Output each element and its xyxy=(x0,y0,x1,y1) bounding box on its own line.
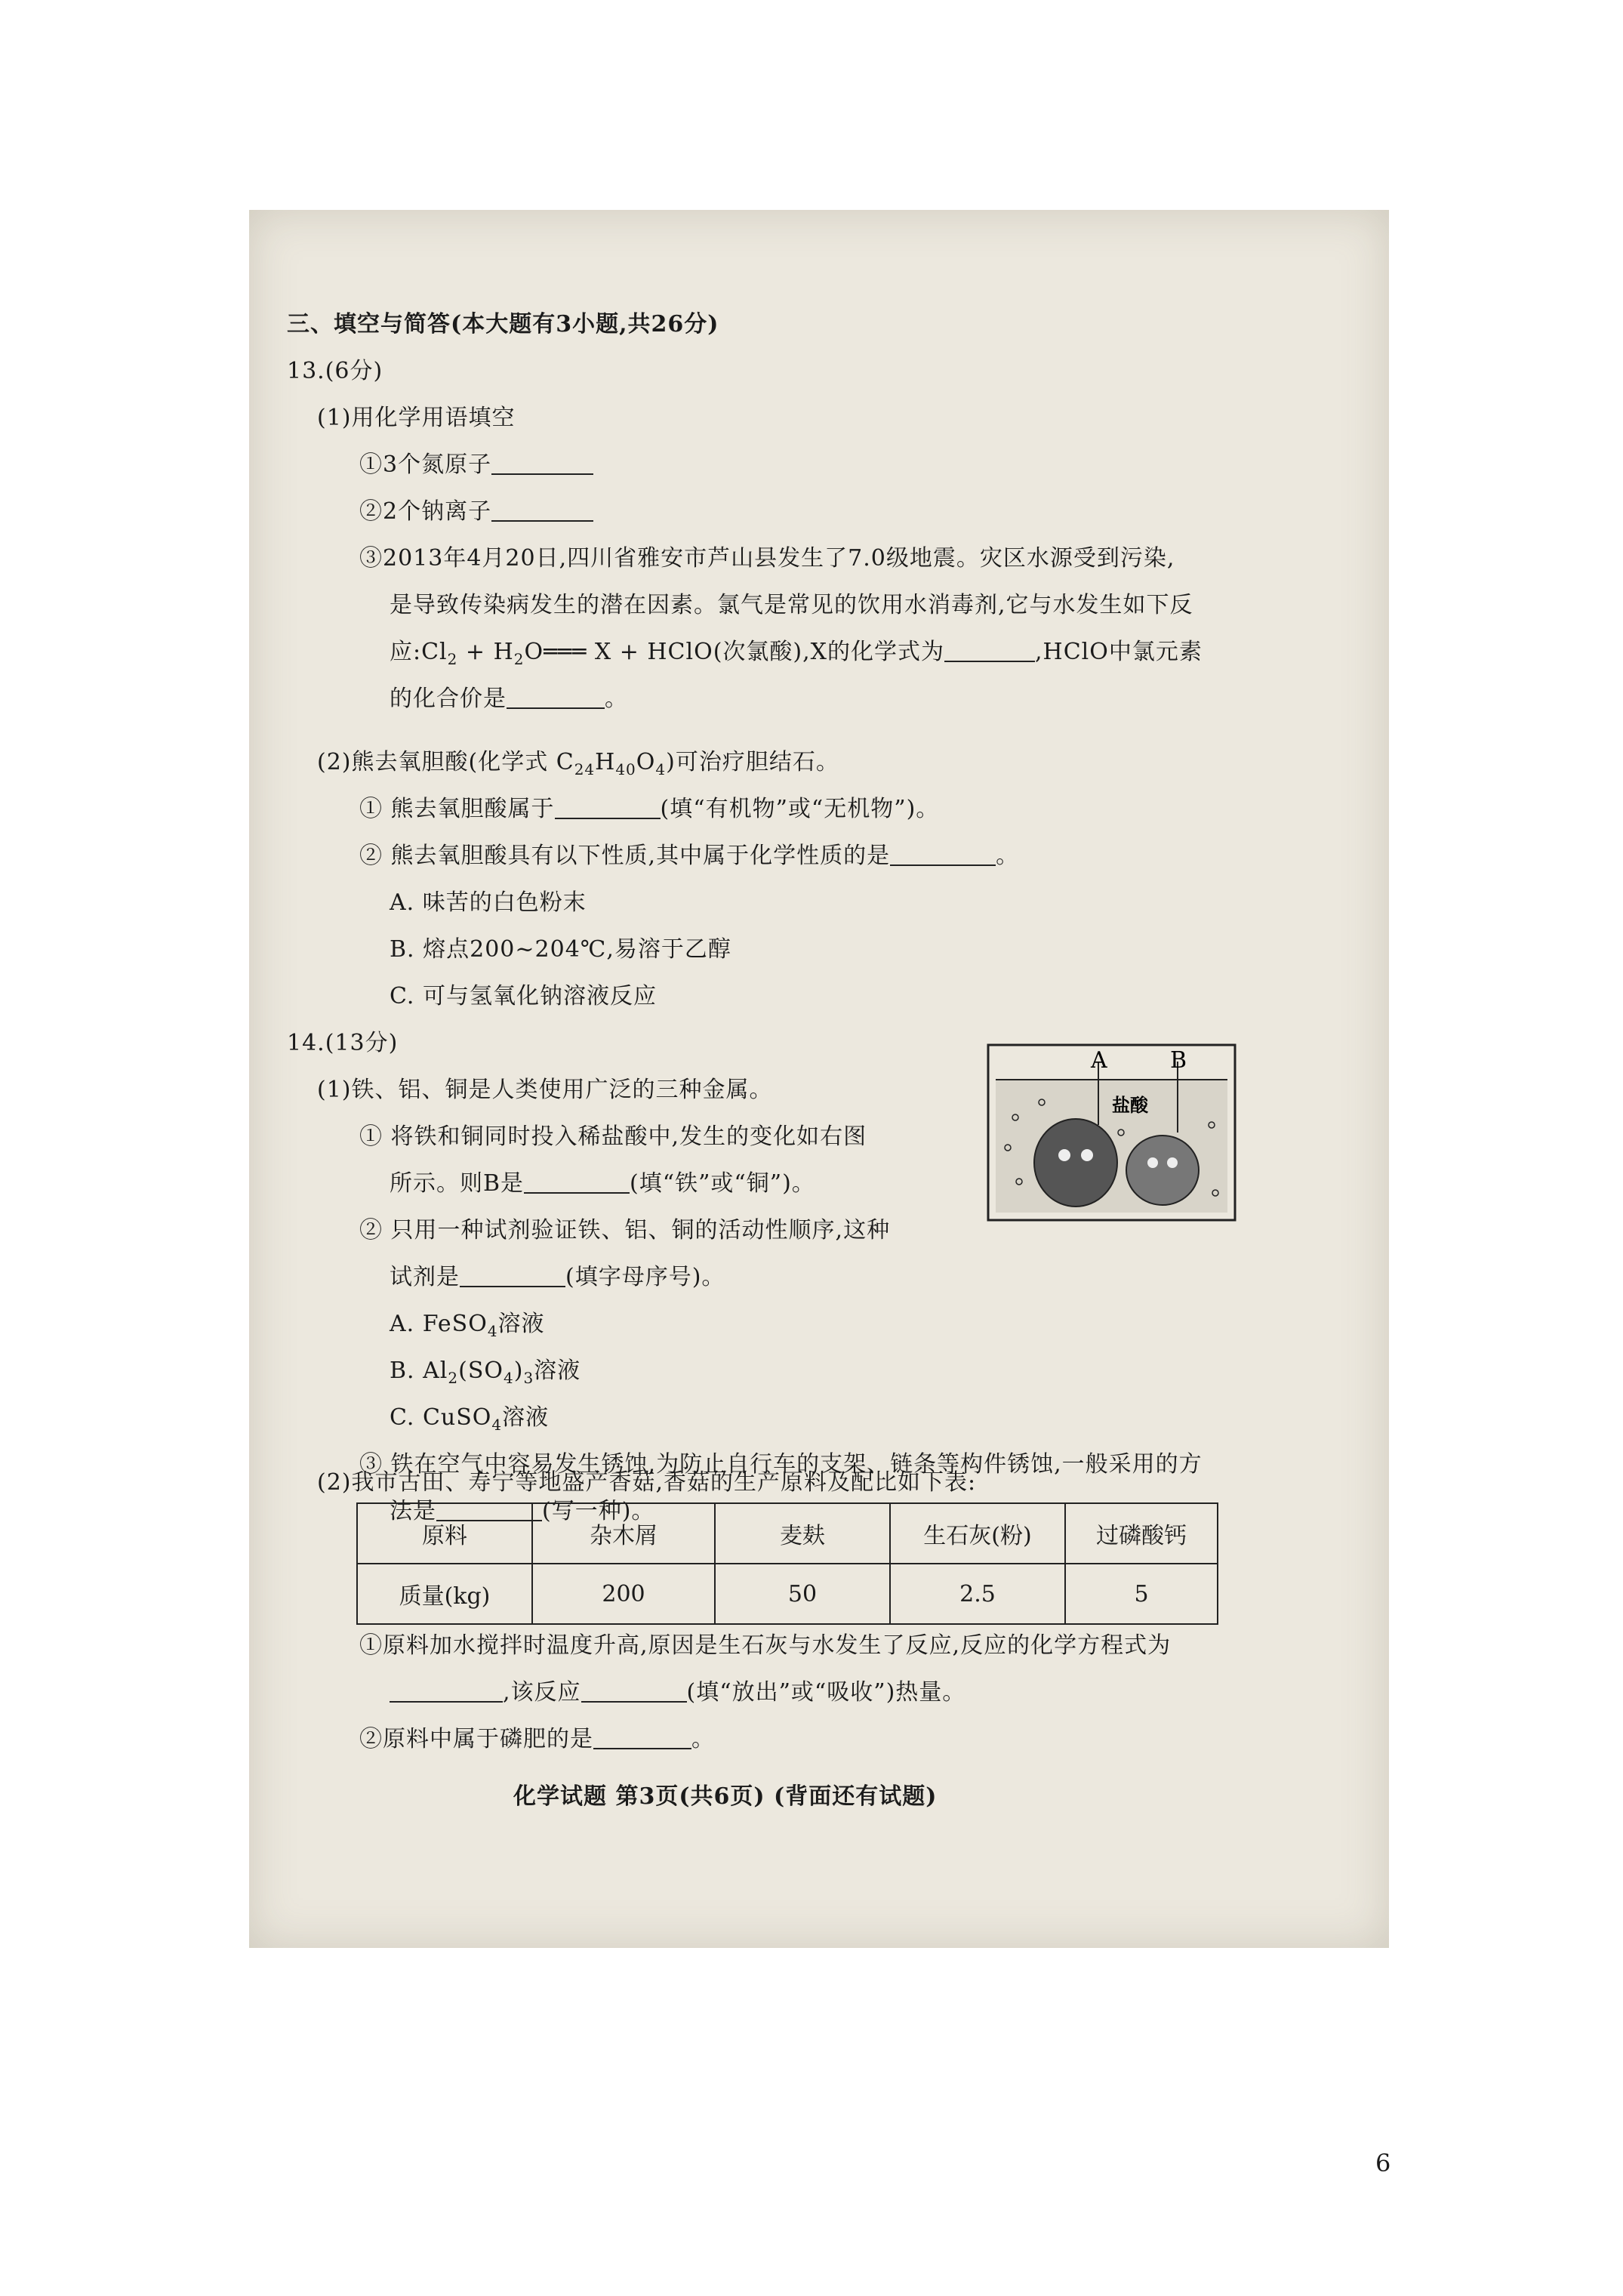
q13-item1-text: ①3个氮原子 xyxy=(359,451,492,478)
text: 试剂是 xyxy=(390,1264,460,1290)
subscript: 40 xyxy=(615,760,636,778)
answer-blank[interactable] xyxy=(555,795,661,819)
text: O xyxy=(636,749,656,775)
eye-icon xyxy=(1081,1149,1093,1161)
table-header-cell: 杂木屑 xyxy=(532,1503,715,1564)
table-cell: 2.5 xyxy=(890,1564,1065,1624)
q13-part2-item1 xyxy=(359,794,939,824)
text: ,HClO中氯元素 xyxy=(1035,639,1203,665)
q13-item3-line4 xyxy=(390,684,628,714)
text: (填“有机物”或“无机物”)。 xyxy=(660,796,940,822)
table-cell: 50 xyxy=(715,1564,890,1624)
text: )可治疗胆结石。 xyxy=(666,749,839,775)
q14-part2-q1-line2 xyxy=(390,1678,965,1708)
text: 。 xyxy=(996,843,1020,869)
q14-item2-line1: ② 只用一种试剂验证铁、铝、铜的活动性顺序,这种 xyxy=(359,1217,891,1244)
table-cell: 200 xyxy=(532,1564,715,1624)
materials-table xyxy=(356,1502,1218,1625)
text: A. FeSO xyxy=(390,1311,488,1337)
page-number: 6 xyxy=(1375,2149,1391,2177)
answer-blank[interactable] xyxy=(581,1678,687,1703)
table-header-cell: 麦麸 xyxy=(715,1503,890,1564)
q13-item1 xyxy=(359,450,593,480)
text: ,该反应 xyxy=(503,1679,581,1706)
answer-blank[interactable] xyxy=(390,1678,503,1703)
text: 溶液 xyxy=(497,1311,545,1337)
text: ② 熊去氧胆酸具有以下性质,其中属于化学性质的是 xyxy=(359,843,891,869)
text: (写一种)。 xyxy=(542,1498,655,1524)
answer-blank[interactable] xyxy=(491,451,593,475)
text: O═══ X + HClO(次氯酸),X的化学式为 xyxy=(524,639,944,665)
beaker-figure xyxy=(985,1042,1238,1223)
table-cell: 5 xyxy=(1065,1564,1218,1624)
answer-blank[interactable] xyxy=(944,638,1035,662)
table-cell: 质量(kg) xyxy=(357,1564,532,1624)
label-b: B xyxy=(1170,1047,1187,1074)
subscript: 4 xyxy=(655,760,667,778)
table-row xyxy=(357,1564,1218,1624)
text: (填“放出”或“吸收”)热量。 xyxy=(686,1679,966,1706)
metal-b-character xyxy=(1126,1136,1199,1205)
metal-a-character xyxy=(1034,1119,1117,1207)
answer-blank[interactable] xyxy=(507,685,605,709)
text: C. CuSO xyxy=(390,1404,492,1431)
text: 。 xyxy=(691,1726,715,1752)
q13-item3-line1: ③2013年4月20日,四川省雅安市芦山县发生了7.0级地震。灾区水源受到污染, xyxy=(359,545,1175,572)
text: 应:Cl xyxy=(390,639,448,665)
q14-item1-line2 xyxy=(390,1169,815,1199)
subscript: 2 xyxy=(447,650,458,668)
subscript: 4 xyxy=(491,1416,503,1434)
table-header-cell: 原料 xyxy=(357,1503,532,1564)
q14-item2-line2 xyxy=(390,1262,725,1293)
q14-option-b xyxy=(390,1356,581,1393)
text: + H xyxy=(457,639,514,665)
answer-blank[interactable] xyxy=(593,1725,691,1749)
answer-blank[interactable] xyxy=(491,498,593,522)
q13-option-b: B. 熔点200~204℃,易溶于乙醇 xyxy=(390,936,731,963)
eye-icon xyxy=(1058,1149,1070,1161)
label-a: A xyxy=(1091,1047,1107,1074)
q13-part2-item2 xyxy=(359,841,1019,871)
q13-option-a: A. 味苦的白色粉末 xyxy=(390,889,587,916)
table-header-row xyxy=(357,1503,1218,1564)
text: (填“铁”或“铜”)。 xyxy=(630,1170,815,1197)
q13-item3-line2: 是导致传染病发生的潜在因素。氯气是常见的饮用水消毒剂,它与水发生如下反 xyxy=(390,592,1193,618)
q13-option-c: C. 可与氢氧化钠溶液反应 xyxy=(390,983,657,1009)
q14-item3-line1: ③ 铁在空气中容易发生锈蚀,为防止自行车的支架、链条等构件锈蚀,一般采用的方 xyxy=(359,1451,1203,1478)
section-title: 三、填空与简答(本大题有3小题,共26分) xyxy=(287,311,719,337)
eye-icon xyxy=(1147,1157,1158,1168)
answer-blank[interactable] xyxy=(460,1263,565,1287)
q14-part2-title: (2)我市古田、寿宁等地盛产香菇,香菇的生产原料及配比如下表: xyxy=(317,1469,977,1496)
subscript: 3 xyxy=(523,1369,534,1387)
text: (SO xyxy=(458,1358,504,1384)
text: ) xyxy=(513,1358,524,1384)
subscript: 24 xyxy=(574,760,596,778)
q14-item1-line1: ① 将铁和铜同时投入稀盐酸中,发生的变化如右图 xyxy=(359,1123,867,1150)
q13-item3-line3 xyxy=(390,637,1203,674)
text: 。 xyxy=(605,686,628,712)
text: 溶液 xyxy=(534,1358,581,1384)
text: 法是 xyxy=(390,1498,436,1524)
subscript: 4 xyxy=(487,1322,498,1340)
text: 溶液 xyxy=(502,1404,550,1431)
text: H xyxy=(595,749,616,775)
text: 的化合价是 xyxy=(390,686,507,712)
subscript: 4 xyxy=(503,1369,514,1387)
page-footer: 化学试题 第3页(共6页) (背面还有试题) xyxy=(513,1783,938,1810)
answer-blank[interactable] xyxy=(524,1170,630,1194)
text: ① 熊去氧胆酸属于 xyxy=(359,796,555,822)
q14-header: 14.(13分) xyxy=(287,1030,399,1056)
q13-part1-title: (1)用化学用语填空 xyxy=(317,405,516,431)
text: B. Al xyxy=(390,1358,448,1384)
q13-part2-title xyxy=(317,747,839,784)
q13-header: 13.(6分) xyxy=(287,358,383,384)
text: (填字母序号)。 xyxy=(565,1264,725,1290)
text: ②原料中属于磷肥的是 xyxy=(359,1726,593,1752)
label-acid: 盐酸 xyxy=(1112,1095,1148,1116)
table-header-cell: 过磷酸钙 xyxy=(1065,1503,1218,1564)
answer-blank[interactable] xyxy=(890,842,996,866)
q14-part1-title: (1)铁、铝、铜是人类使用广泛的三种金属。 xyxy=(317,1077,773,1103)
q13-item2-text: ②2个钠离子 xyxy=(359,498,492,525)
q14-part2-q1-line1: ①原料加水搅拌时温度升高,原因是生石灰与水发生了反应,反应的化学方程式为 xyxy=(359,1632,1172,1659)
text: (2)熊去氧胆酸(化学式 C xyxy=(317,749,574,775)
q14-part2-q2 xyxy=(359,1724,715,1755)
subscript: 2 xyxy=(513,650,525,668)
q14-option-c xyxy=(390,1403,549,1440)
subscript: 2 xyxy=(448,1369,459,1387)
table-header-cell: 生石灰(粉) xyxy=(890,1503,1065,1564)
q14-option-a xyxy=(390,1309,545,1346)
eye-icon xyxy=(1167,1157,1178,1168)
q13-item2 xyxy=(359,497,593,527)
text: 所示。则B是 xyxy=(390,1170,525,1197)
